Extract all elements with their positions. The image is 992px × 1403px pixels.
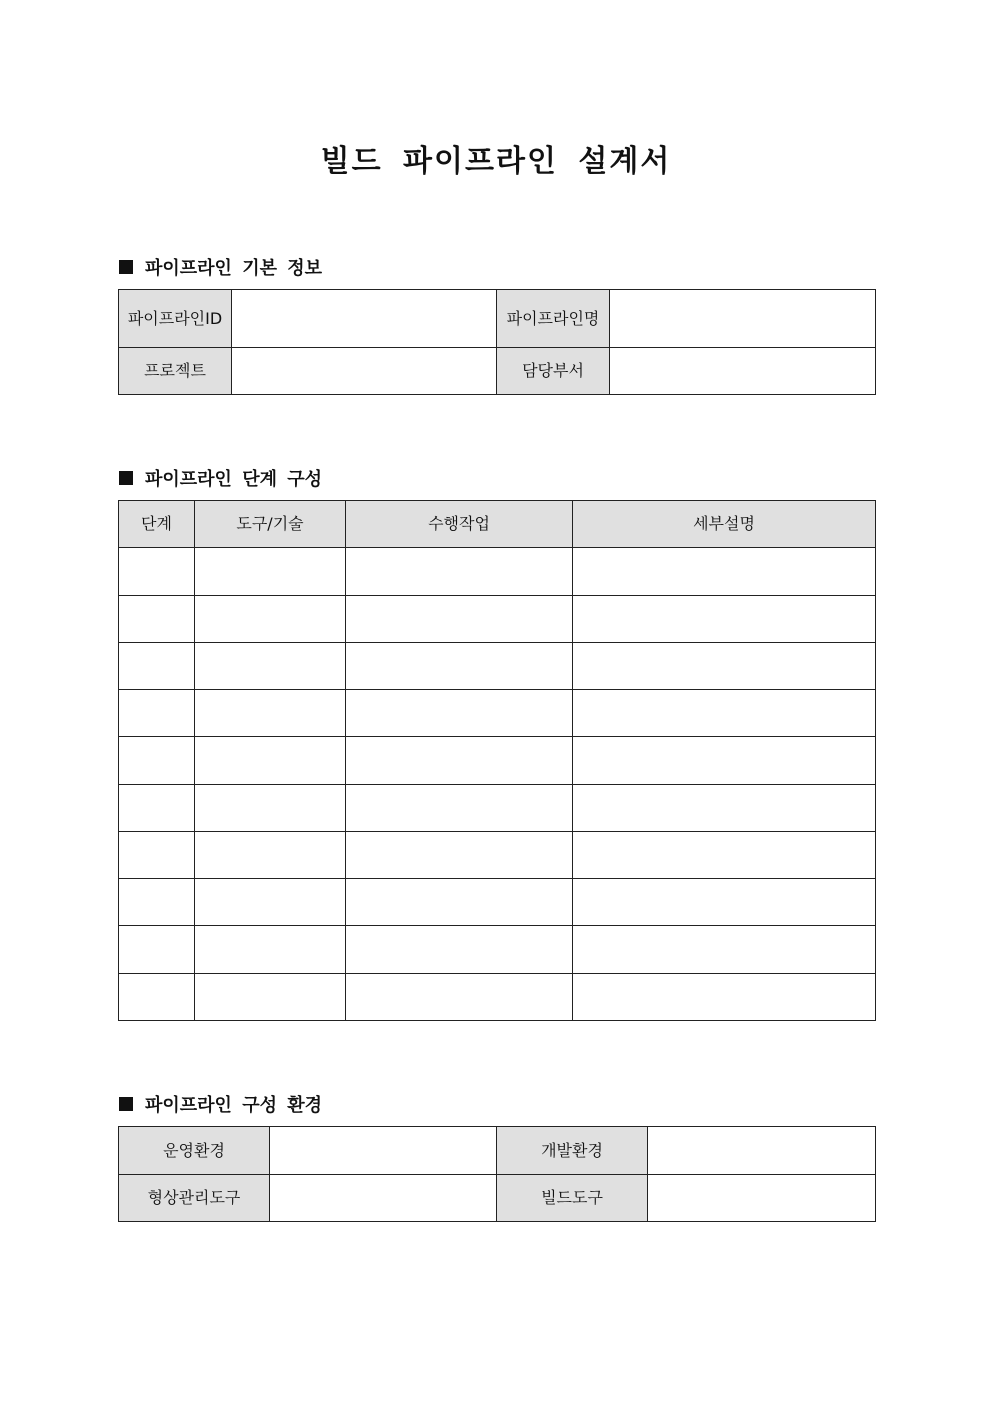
pipeline-id-field[interactable] [232, 290, 497, 348]
table-row [119, 290, 876, 348]
stage-cell[interactable] [119, 785, 195, 832]
table-row [119, 548, 876, 596]
stage-cell[interactable] [119, 737, 195, 785]
table-row [119, 832, 876, 879]
document-title: 빌드 파이프라인 설계서 [320, 144, 672, 179]
task-cell[interactable] [346, 737, 573, 785]
column-header-tool: 도구/기술 [195, 501, 346, 548]
task-cell[interactable] [346, 785, 573, 832]
description-cell[interactable] [573, 832, 876, 879]
stage-cell[interactable] [119, 643, 195, 690]
section-heading-label: 파이프라인 구성 환경 [145, 1095, 323, 1116]
table-row [119, 348, 876, 395]
table-header-row [119, 501, 876, 548]
department-label: 담당부서 [497, 348, 610, 395]
stage-config-table [118, 500, 876, 1021]
tool-cell[interactable] [195, 785, 346, 832]
section-heading-basic-info [119, 254, 322, 280]
description-cell[interactable] [573, 926, 876, 974]
section-heading-label: 파이프라인 단계 구성 [145, 469, 323, 490]
project-label: 프로젝트 [119, 348, 232, 395]
tool-cell[interactable] [195, 974, 346, 1021]
department-field[interactable] [610, 348, 876, 395]
stage-cell[interactable] [119, 926, 195, 974]
description-cell[interactable] [573, 879, 876, 926]
description-cell[interactable] [573, 737, 876, 785]
description-cell[interactable] [573, 643, 876, 690]
section-heading-stage-config [119, 465, 322, 491]
table-row [119, 596, 876, 643]
runtime-env-field[interactable] [270, 1127, 497, 1175]
scm-tool-field[interactable] [270, 1175, 497, 1222]
dev-env-field[interactable] [648, 1127, 876, 1175]
table-row [119, 879, 876, 926]
description-cell[interactable] [573, 596, 876, 643]
runtime-env-label: 운영환경 [119, 1127, 270, 1175]
stage-cell[interactable] [119, 879, 195, 926]
scm-tool-label: 형상관리도구 [119, 1175, 270, 1222]
stage-cell[interactable] [119, 690, 195, 737]
task-cell[interactable] [346, 548, 573, 596]
description-cell[interactable] [573, 974, 876, 1021]
column-header-task: 수행작업 [346, 501, 573, 548]
tool-cell[interactable] [195, 832, 346, 879]
task-cell[interactable] [346, 926, 573, 974]
table-row [119, 785, 876, 832]
table-row [119, 1127, 876, 1175]
environment-table [118, 1126, 876, 1222]
section-heading-label: 파이프라인 기본 정보 [145, 258, 323, 279]
stage-cell[interactable] [119, 832, 195, 879]
table-row [119, 974, 876, 1021]
tool-cell[interactable] [195, 926, 346, 974]
task-cell[interactable] [346, 690, 573, 737]
square-bullet-icon [119, 1097, 133, 1111]
dev-env-label: 개발환경 [497, 1127, 648, 1175]
pipeline-name-label: 파이프라인명 [497, 290, 610, 348]
pipeline-id-label: 파이프라인ID [119, 290, 232, 348]
stage-cell[interactable] [119, 596, 195, 643]
task-cell[interactable] [346, 832, 573, 879]
table-row [119, 1175, 876, 1222]
table-row [119, 926, 876, 974]
task-cell[interactable] [346, 974, 573, 1021]
tool-cell[interactable] [195, 737, 346, 785]
project-field[interactable] [232, 348, 497, 395]
square-bullet-icon [119, 471, 133, 485]
tool-cell[interactable] [195, 596, 346, 643]
square-bullet-icon [119, 260, 133, 274]
task-cell[interactable] [346, 596, 573, 643]
task-cell[interactable] [346, 879, 573, 926]
description-cell[interactable] [573, 548, 876, 596]
stage-cell[interactable] [119, 548, 195, 596]
description-cell[interactable] [573, 690, 876, 737]
section-heading-environment [119, 1091, 322, 1117]
table-row [119, 690, 876, 737]
stage-cell[interactable] [119, 974, 195, 1021]
basic-info-table [118, 289, 876, 395]
tool-cell[interactable] [195, 548, 346, 596]
tool-cell[interactable] [195, 690, 346, 737]
table-row [119, 643, 876, 690]
build-tool-label: 빌드도구 [497, 1175, 648, 1222]
build-tool-field[interactable] [648, 1175, 876, 1222]
pipeline-name-field[interactable] [610, 290, 876, 348]
tool-cell[interactable] [195, 879, 346, 926]
task-cell[interactable] [346, 643, 573, 690]
description-cell[interactable] [573, 785, 876, 832]
column-header-stage: 단계 [119, 501, 195, 548]
column-header-description: 세부설명 [573, 501, 876, 548]
table-row [119, 737, 876, 785]
tool-cell[interactable] [195, 643, 346, 690]
